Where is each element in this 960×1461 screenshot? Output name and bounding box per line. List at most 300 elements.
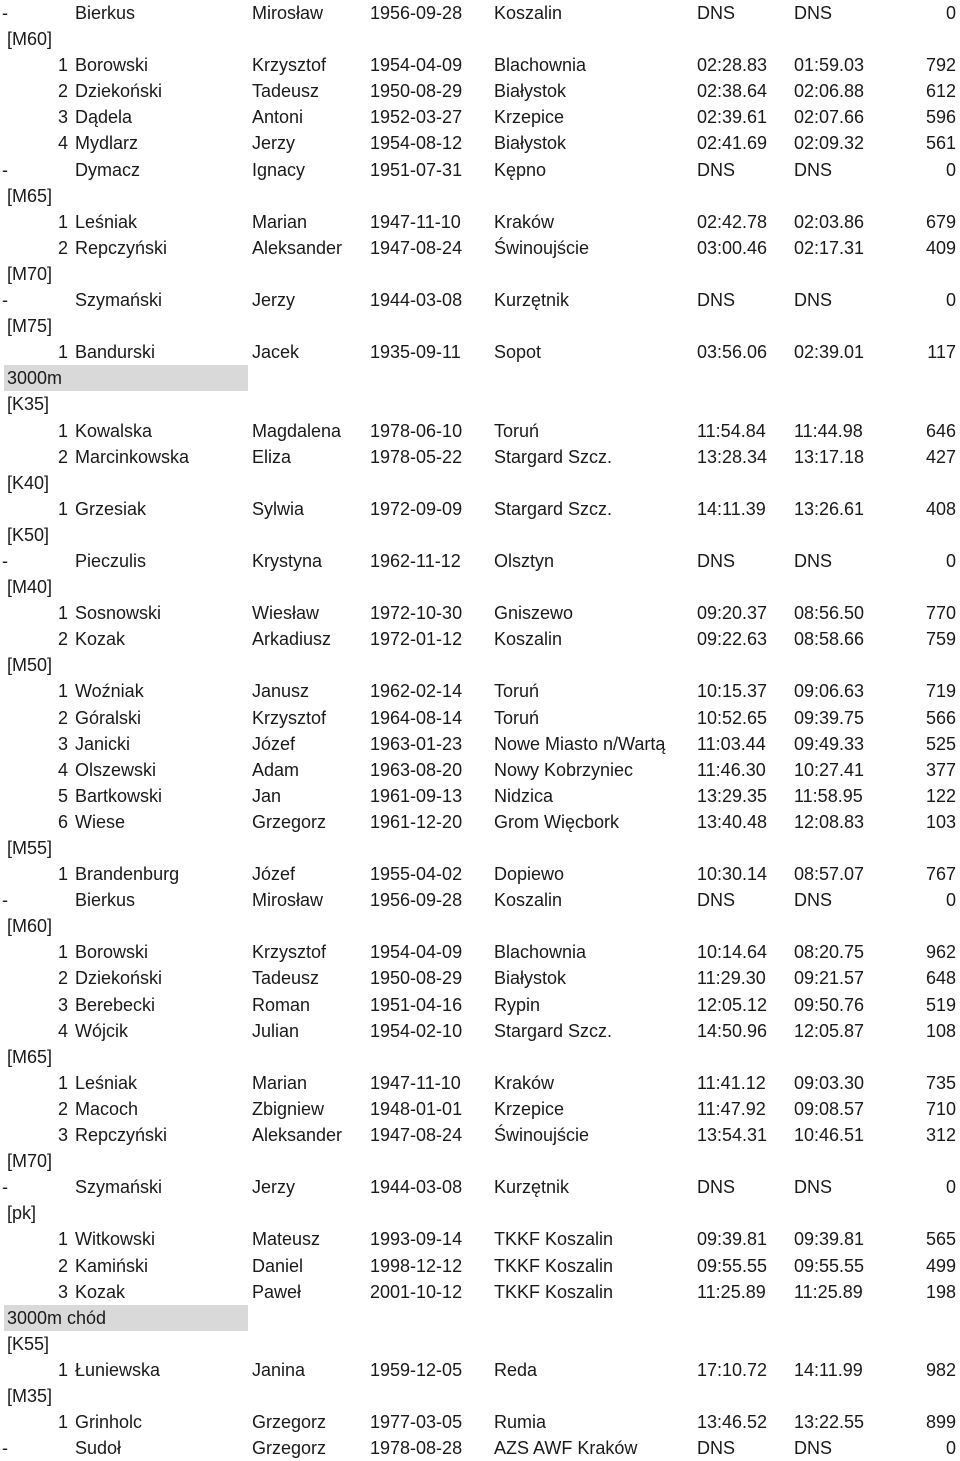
- last-name-cell: Kamiński: [75, 1255, 149, 1276]
- club-cell: Kraków: [494, 211, 555, 232]
- table-row: [0, 1409, 960, 1435]
- first-name-cell: Jerzy: [252, 290, 296, 311]
- birth-date-cell: 1978-05-22: [370, 446, 463, 467]
- time-cell: 14:50.96: [697, 1020, 768, 1041]
- table-row: [0, 339, 960, 365]
- category-header: [0, 1331, 960, 1357]
- table-row: [0, 1226, 960, 1252]
- place-cell: 2: [57, 1255, 68, 1276]
- age-graded-time-cell: 08:57.07: [794, 864, 865, 885]
- age-graded-time-cell: 10:46.51: [794, 1125, 865, 1146]
- category-header: [0, 261, 960, 287]
- table-row: [0, 965, 960, 991]
- time-cell: 09:39.81: [697, 1229, 768, 1250]
- birth-date-cell: 1962-02-14: [370, 681, 463, 702]
- club-cell: Kraków: [494, 1072, 555, 1093]
- category-label: [M70]: [7, 263, 53, 284]
- age-graded-time-cell: 08:56.50: [794, 603, 865, 624]
- table-row: [0, 209, 960, 235]
- category-label: [M75]: [7, 316, 53, 337]
- points-cell: 792: [925, 55, 956, 76]
- first-name-cell: Józef: [252, 733, 296, 754]
- first-name-cell: Grzegorz: [252, 811, 327, 832]
- points-cell: 198: [925, 1281, 956, 1302]
- time-cell: 02:42.78: [697, 211, 768, 232]
- age-graded-time-cell: 02:09.32: [794, 133, 865, 154]
- points-cell: 719: [925, 681, 956, 702]
- age-graded-time-cell: 08:20.75: [794, 942, 865, 963]
- time-cell: DNS: [697, 1177, 736, 1198]
- last-name-cell: Dymacz: [75, 159, 141, 180]
- table-row: [0, 235, 960, 261]
- age-graded-time-cell: 11:58.95: [794, 785, 863, 806]
- club-cell: Rumia: [494, 1412, 547, 1433]
- age-graded-time-cell: DNS: [794, 890, 833, 911]
- points-cell: 117: [927, 342, 956, 363]
- age-graded-time-cell: DNS: [794, 1177, 833, 1198]
- first-name-cell: Janusz: [252, 681, 310, 702]
- birth-date-cell: 1944-03-08: [370, 1177, 463, 1198]
- age-graded-time-cell: 09:39.81: [794, 1229, 865, 1250]
- time-cell: 11:29.30: [697, 968, 766, 989]
- last-name-cell: Szymański: [75, 290, 163, 311]
- last-name-cell: Sosnowski: [75, 603, 162, 624]
- club-cell: Kępno: [494, 159, 547, 180]
- place-cell: 1: [57, 864, 68, 885]
- club-cell: TKKF Koszalin: [494, 1229, 614, 1250]
- birth-date-cell: 1961-09-13: [370, 785, 463, 806]
- last-name-cell: Sudoł: [75, 1438, 122, 1459]
- birth-date-cell: 1961-12-20: [370, 811, 463, 832]
- birth-date-cell: 1954-08-12: [370, 133, 463, 154]
- last-name-cell: Góralski: [75, 707, 142, 728]
- category-header: [0, 913, 960, 939]
- first-name-cell: Krystyna: [252, 550, 323, 571]
- category-label: [pk]: [7, 1203, 37, 1224]
- club-cell: TKKF Koszalin: [494, 1281, 614, 1302]
- first-name-cell: Roman: [252, 994, 311, 1015]
- birth-date-cell: 2001-10-12: [370, 1281, 463, 1302]
- points-cell: 312: [925, 1125, 956, 1146]
- birth-date-cell: 1978-06-10: [370, 420, 463, 441]
- time-cell: 02:38.64: [697, 81, 768, 102]
- club-cell: Olsztyn: [494, 550, 555, 571]
- time-cell: 11:46.30: [697, 759, 766, 780]
- birth-date-cell: 1947-08-24: [370, 1125, 463, 1146]
- points-cell: 767: [925, 864, 956, 885]
- category-label: [M35]: [7, 1385, 53, 1406]
- table-row: [0, 157, 960, 183]
- first-name-cell: Wiesław: [252, 603, 320, 624]
- points-cell: 0: [945, 159, 956, 180]
- club-cell: Krzepice: [494, 1098, 565, 1119]
- points-cell: 427: [925, 446, 956, 467]
- place-cell: 1: [57, 420, 68, 441]
- birth-date-cell: 1959-12-05: [370, 1359, 463, 1380]
- age-graded-time-cell: 02:06.88: [794, 81, 865, 102]
- points-cell: 561: [925, 133, 956, 154]
- category-header: [0, 26, 960, 52]
- club-cell: Rypin: [494, 994, 541, 1015]
- place-cell: 3: [57, 733, 68, 754]
- last-name-cell: Szymański: [75, 1177, 163, 1198]
- last-name-cell: Kozak: [75, 1281, 126, 1302]
- time-cell: DNS: [697, 3, 736, 23]
- first-name-cell: Zbigniew: [252, 1098, 325, 1119]
- first-name-cell: Paweł: [252, 1281, 302, 1302]
- last-name-cell: Bandurski: [75, 342, 156, 363]
- points-cell: 499: [925, 1255, 956, 1276]
- birth-date-cell: 1998-12-12: [370, 1255, 463, 1276]
- category-label: [M50]: [7, 655, 53, 676]
- table-row: [0, 0, 960, 26]
- last-name-cell: Pieczulis: [75, 550, 147, 571]
- birth-date-cell: 1964-08-14: [370, 707, 463, 728]
- first-name-cell: Aleksander: [252, 237, 343, 258]
- place-cell: -: [2, 290, 8, 311]
- last-name-cell: Macoch: [75, 1098, 139, 1119]
- birth-date-cell: 1993-09-14: [370, 1229, 463, 1250]
- place-cell: 2: [57, 446, 68, 467]
- points-cell: 759: [925, 629, 956, 650]
- points-cell: 679: [925, 211, 956, 232]
- last-name-cell: Janicki: [75, 733, 131, 754]
- birth-date-cell: 1950-08-29: [370, 968, 463, 989]
- points-cell: 0: [945, 1177, 956, 1198]
- age-graded-time-cell: 14:11.99: [794, 1359, 863, 1380]
- first-name-cell: Grzegorz: [252, 1412, 327, 1433]
- club-cell: Stargard Szcz.: [494, 446, 613, 467]
- birth-date-cell: 1954-04-09: [370, 55, 463, 76]
- age-graded-time-cell: 02:07.66: [794, 107, 865, 128]
- category-header: [0, 652, 960, 678]
- last-name-cell: Kowalska: [75, 420, 153, 441]
- last-name-cell: Dziekoński: [75, 968, 163, 989]
- place-cell: 3: [57, 1125, 68, 1146]
- last-name-cell: Borowski: [75, 55, 149, 76]
- birth-date-cell: 1948-01-01: [370, 1098, 463, 1119]
- points-cell: 108: [925, 1020, 956, 1041]
- category-header: [0, 835, 960, 861]
- place-cell: -: [2, 890, 8, 911]
- first-name-cell: Krzysztof: [252, 55, 327, 76]
- birth-date-cell: 1947-11-10: [370, 1072, 461, 1093]
- category-label: [M60]: [7, 916, 53, 937]
- first-name-cell: Jacek: [252, 342, 300, 363]
- category-header: [0, 1200, 960, 1226]
- time-cell: 02:41.69: [697, 133, 768, 154]
- points-cell: 0: [945, 550, 956, 571]
- time-cell: 13:54.31: [697, 1125, 768, 1146]
- club-cell: Toruń: [494, 681, 540, 702]
- first-name-cell: Jan: [252, 785, 282, 806]
- table-row: [0, 104, 960, 130]
- last-name-cell: Dądela: [75, 107, 133, 128]
- age-graded-time-cell: 13:26.61: [794, 498, 865, 519]
- age-graded-time-cell: DNS: [794, 290, 833, 311]
- last-name-cell: Dziekoński: [75, 81, 163, 102]
- age-graded-time-cell: 09:55.55: [794, 1255, 865, 1276]
- first-name-cell: Tadeusz: [252, 968, 320, 989]
- last-name-cell: Bartkowski: [75, 785, 163, 806]
- last-name-cell: Olszewski: [75, 759, 157, 780]
- club-cell: Krzepice: [494, 107, 565, 128]
- birth-date-cell: 1963-08-20: [370, 759, 463, 780]
- points-cell: 122: [925, 785, 956, 806]
- last-name-cell: Kozak: [75, 629, 126, 650]
- place-cell: 1: [57, 681, 68, 702]
- time-cell: 13:29.35: [697, 785, 768, 806]
- time-cell: 02:39.61: [697, 107, 768, 128]
- time-cell: 14:11.39: [697, 498, 766, 519]
- place-cell: 2: [57, 968, 68, 989]
- table-row: [0, 705, 960, 731]
- time-cell: DNS: [697, 1438, 736, 1459]
- place-cell: 3: [57, 994, 68, 1015]
- points-cell: 735: [925, 1072, 956, 1093]
- birth-date-cell: 1977-03-05: [370, 1412, 463, 1433]
- age-graded-time-cell: 09:49.33: [794, 733, 865, 754]
- category-header: [0, 313, 960, 339]
- birth-date-cell: 1962-11-12: [370, 550, 461, 571]
- table-row: [0, 1357, 960, 1383]
- last-name-cell: Grinholc: [75, 1412, 143, 1433]
- points-cell: 519: [925, 994, 956, 1015]
- table-row: [0, 783, 960, 809]
- club-cell: Białystok: [494, 133, 567, 154]
- place-cell: -: [2, 550, 8, 571]
- club-cell: Świnoujście: [494, 237, 590, 258]
- birth-date-cell: 1947-11-10: [370, 211, 461, 232]
- table-row: [0, 1174, 960, 1200]
- birth-date-cell: 1951-04-16: [370, 994, 463, 1015]
- place-cell: -: [2, 3, 8, 23]
- category-header: [0, 391, 960, 417]
- points-cell: 0: [945, 290, 956, 311]
- time-cell: DNS: [697, 159, 736, 180]
- place-cell: -: [2, 1438, 8, 1459]
- points-cell: 103: [925, 811, 956, 832]
- points-cell: 646: [925, 420, 956, 441]
- club-cell: Toruń: [494, 420, 540, 441]
- table-row: [0, 1253, 960, 1279]
- place-cell: 1: [57, 1412, 68, 1433]
- points-cell: 566: [925, 707, 956, 728]
- place-cell: 3: [57, 107, 68, 128]
- table-row: [0, 78, 960, 104]
- birth-date-cell: 1978-08-28: [370, 1438, 463, 1459]
- category-label: [M65]: [7, 185, 53, 206]
- first-name-cell: Magdalena: [252, 420, 342, 441]
- place-cell: -: [2, 1177, 8, 1198]
- time-cell: 13:46.52: [697, 1412, 768, 1433]
- points-cell: 525: [925, 733, 956, 754]
- club-cell: Białystok: [494, 968, 567, 989]
- club-cell: Gniszewo: [494, 603, 574, 624]
- table-row: [0, 548, 960, 574]
- birth-date-cell: 1956-09-28: [370, 3, 463, 23]
- club-cell: Stargard Szcz.: [494, 1020, 613, 1041]
- age-graded-time-cell: 13:22.55: [794, 1412, 865, 1433]
- time-cell: 02:28.83: [697, 55, 768, 76]
- birth-date-cell: 1972-01-12: [370, 629, 463, 650]
- first-name-cell: Eliza: [252, 446, 292, 467]
- place-cell: 4: [57, 759, 68, 780]
- club-cell: Białystok: [494, 81, 567, 102]
- points-cell: 377: [925, 759, 956, 780]
- table-row: [0, 1435, 960, 1461]
- time-cell: 09:22.63: [697, 629, 768, 650]
- table-row: [0, 887, 960, 913]
- place-cell: 1: [57, 1229, 68, 1250]
- age-graded-time-cell: 12:05.87: [794, 1020, 865, 1041]
- table-row: [0, 287, 960, 313]
- last-name-cell: Borowski: [75, 942, 149, 963]
- birth-date-cell: 1955-04-02: [370, 864, 463, 885]
- category-label: [K55]: [7, 1333, 50, 1354]
- club-cell: Nowe Miasto n/Wartą: [494, 733, 666, 754]
- place-cell: 1: [57, 1359, 68, 1380]
- last-name-cell: Grzesiak: [75, 498, 147, 519]
- table-row: [0, 418, 960, 444]
- age-graded-time-cell: 02:17.31: [794, 237, 865, 258]
- points-cell: 710: [925, 1098, 956, 1119]
- first-name-cell: Aleksander: [252, 1125, 343, 1146]
- place-cell: 1: [57, 942, 68, 963]
- place-cell: 6: [57, 811, 68, 832]
- first-name-cell: Ignacy: [252, 159, 306, 180]
- place-cell: 1: [57, 55, 68, 76]
- last-name-cell: Wójcik: [75, 1020, 128, 1041]
- time-cell: 13:40.48: [697, 811, 768, 832]
- age-graded-time-cell: 02:03.86: [794, 211, 865, 232]
- first-name-cell: Antoni: [252, 107, 304, 128]
- table-row: [0, 1279, 960, 1305]
- time-cell: 10:14.64: [697, 942, 768, 963]
- time-cell: 11:41.12: [697, 1072, 766, 1093]
- points-cell: 612: [925, 81, 956, 102]
- club-cell: Sopot: [494, 342, 542, 363]
- club-cell: Koszalin: [494, 3, 563, 23]
- last-name-cell: Marcinkowska: [75, 446, 190, 467]
- club-cell: TKKF Koszalin: [494, 1255, 614, 1276]
- table-row: [0, 1122, 960, 1148]
- place-cell: -: [2, 159, 8, 180]
- place-cell: 1: [57, 342, 68, 363]
- first-name-cell: Krzysztof: [252, 707, 327, 728]
- first-name-cell: Jerzy: [252, 1177, 296, 1198]
- club-cell: Grom Więcbork: [494, 811, 620, 832]
- points-cell: 770: [925, 603, 956, 624]
- first-name-cell: Janina: [252, 1359, 306, 1380]
- first-name-cell: Julian: [252, 1020, 300, 1041]
- club-cell: Nowy Kobrzyniec: [494, 759, 634, 780]
- first-name-cell: Daniel: [252, 1255, 304, 1276]
- first-name-cell: Marian: [252, 211, 308, 232]
- first-name-cell: Krzysztof: [252, 942, 327, 963]
- club-cell: Świnoujście: [494, 1125, 590, 1146]
- first-name-cell: Józef: [252, 864, 296, 885]
- first-name-cell: Tadeusz: [252, 81, 320, 102]
- last-name-cell: Repczyński: [75, 1125, 168, 1146]
- table-row: [0, 600, 960, 626]
- points-cell: 962: [925, 942, 956, 963]
- age-graded-time-cell: DNS: [794, 159, 833, 180]
- table-row: [0, 992, 960, 1018]
- table-row: [0, 939, 960, 965]
- points-cell: 982: [925, 1359, 956, 1380]
- birth-date-cell: 1963-01-23: [370, 733, 463, 754]
- category-header: [0, 1148, 960, 1174]
- age-graded-time-cell: DNS: [794, 1438, 833, 1459]
- last-name-cell: Mydlarz: [75, 133, 139, 154]
- last-name-cell: Leśniak: [75, 1072, 138, 1093]
- club-cell: Nidzica: [494, 785, 554, 806]
- place-cell: 4: [57, 133, 68, 154]
- age-graded-time-cell: 11:44.98: [794, 420, 863, 441]
- age-graded-time-cell: 09:39.75: [794, 707, 865, 728]
- club-cell: Kurzętnik: [494, 1177, 570, 1198]
- place-cell: 4: [57, 1020, 68, 1041]
- age-graded-time-cell: 02:39.01: [794, 342, 865, 363]
- time-cell: 13:28.34: [697, 446, 768, 467]
- age-graded-time-cell: 11:25.89: [794, 1281, 863, 1302]
- table-row: [0, 130, 960, 156]
- event-label: 3000m chód: [4, 1305, 248, 1331]
- birth-date-cell: 1954-04-09: [370, 942, 463, 963]
- age-graded-time-cell: 09:08.57: [794, 1098, 865, 1119]
- club-cell: Dopiewo: [494, 864, 565, 885]
- birth-date-cell: 1972-10-30: [370, 603, 463, 624]
- birth-date-cell: 1951-07-31: [370, 159, 463, 180]
- points-cell: 648: [925, 968, 956, 989]
- club-cell: Blachownia: [494, 942, 587, 963]
- points-cell: 596: [925, 107, 956, 128]
- place-cell: 2: [57, 1098, 68, 1119]
- time-cell: 10:15.37: [697, 681, 768, 702]
- points-cell: 0: [945, 1438, 956, 1459]
- age-graded-time-cell: DNS: [794, 3, 833, 23]
- place-cell: 2: [57, 81, 68, 102]
- age-graded-time-cell: 13:17.18: [794, 446, 865, 467]
- place-cell: 1: [57, 603, 68, 624]
- last-name-cell: Repczyński: [75, 237, 168, 258]
- category-label: [M40]: [7, 577, 53, 598]
- club-cell: Toruń: [494, 707, 540, 728]
- category-label: [M55]: [7, 838, 53, 858]
- first-name-cell: Mirosław: [252, 3, 324, 23]
- table-row: [0, 1096, 960, 1122]
- place-cell: 2: [57, 707, 68, 728]
- points-cell: 0: [945, 3, 956, 23]
- category-header: [0, 574, 960, 600]
- time-cell: 09:20.37: [697, 603, 768, 624]
- table-row: [0, 731, 960, 757]
- table-row: [0, 861, 960, 887]
- age-graded-time-cell: 12:08.83: [794, 811, 865, 832]
- first-name-cell: Sylwia: [252, 498, 305, 519]
- points-cell: 409: [925, 237, 956, 258]
- time-cell: DNS: [697, 890, 736, 911]
- event-header: [0, 1305, 960, 1331]
- event-header: [0, 365, 960, 391]
- club-cell: AZS AWF Kraków: [494, 1438, 638, 1459]
- place-cell: 1: [57, 211, 68, 232]
- birth-date-cell: 1954-02-10: [370, 1020, 463, 1041]
- points-cell: 408: [925, 498, 956, 519]
- last-name-cell: Woźniak: [75, 681, 144, 702]
- table-row: [0, 678, 960, 704]
